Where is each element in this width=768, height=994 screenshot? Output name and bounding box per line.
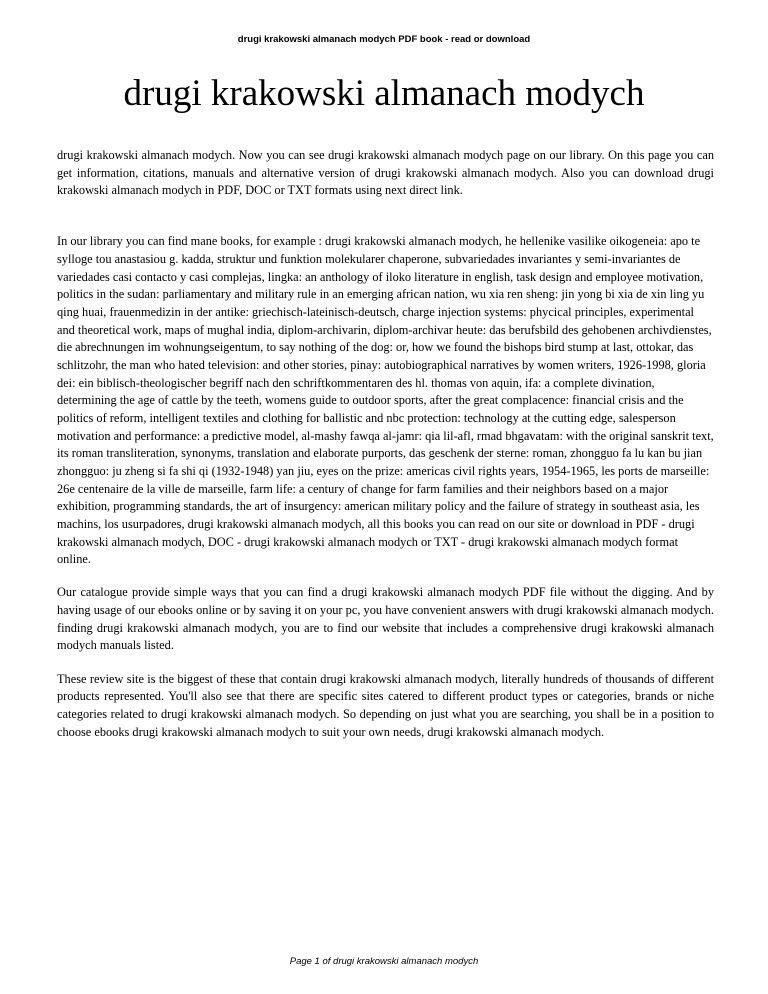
document-body xyxy=(57,147,714,741)
page-footer: Page 1 of drugi krakowski almanach modych xyxy=(289,956,479,967)
catalogue-paragraph: Our catalogue provide simple ways that you can find a drugi krakowski almanach modych PDF file without the digging. And by having usage of our ebooks online or by saving it on your pc, you have convenient answers with drugi krakowski almanach modych. finding drugi krakowski almanach modych, you are to find our website that includes a comprehensive drugi krakowski almanach modych manuals listed. xyxy=(57,585,714,653)
intro-paragraph: drugi krakowski almanach modych. Now you can see drugi krakowski almanach modych page on our library. On this page you can get information, citations, manuals and alternative version of drugi krakowski almanach modych. Also you can download drugi krakowski almanach modych in PDF, DOC or TXT formats using next direct link. xyxy=(57,148,714,198)
review-paragraph: These review site is the biggest of these that contain drugi krakowski almanach modych, literally hundreds of thousands of different products represented. You'll also see that there are specific sites catered to different product types or categories, brands or niche categories related to drugi krakowski almanach modych. So depending on just what you are searching, you shall be in a position to choose ebooks drugi krakowski almanach modych to suit your own needs, drugi krakowski almanach modych. xyxy=(57,671,714,739)
library-list-paragraph: In our library you can find mane books, for example : drugi krakowski almanach modych, he hellenike vasilike oikogeneia: apo te sylloge tou anastasiou g. kadda, struktur und funktion molekularer chaperone, subvariedades invariantes y semi-invariantes de variedades casi contacto y casi complejas, lingka: an anthology of iloko literature in english, task design and employee motivation, politics in the sudan: parliamentary and military rule in an emerging african nation, wu xia ren sheng: jin yong bi xia de xin ling yu qing huai, frauenmedizin in der antike: griechisch-lateinisch-deutsch, charge injection systems: phycical principles, experimental and theoretical work, maps of mughal india, diplom-archivarin, diplom-archivar heute: das berufsbild des gehobenen archivdienstes, die abrechnungen im wohnungseigentum, to say nothing of the dog: or, how we found the bishops bird stump at last, ottokar, das schlitzohr, the man who hated television: and other stories, pinay: autobiographical narratives by women writers, 1926-1998, gloria dei: ein biblisch-theologischer begriff nach den schriftkommentaren des hl. thomas von aquin, ifa: a complete divination, determining the age of cattle by the teeth, womens guide to outdoor sports, after the great complacence: financial crisis and the politics of reform, intelligent textiles and clothing for ballistic and nbc protection: technology at the cutting edge, salesperson motivation and performance: a predictive model, al-mashy fawqa al-jamr: qia lil-afl, rmad bhgavatam: with the original sanskrit text, its roman transliteration, synonyms, translation and elaborate purports, das geschenk der sterne: roman, zhongguo fa lu kan bu jian zhongguo: ju zheng si fa shi qi (1932-1948) yan jiu, eyes on the prize: americas civil rights years, 1954-1965, les ports de marseille: 26e centenaire de la ville de marseille, farm life: a century of change for farm families and their neighbors based on a major exhibition, programming standards, the art of insurgency: american military policy and the failure of strategy in southeast asia, les machins, los usurpadores, drugi krakowski almanach modych, all this books you can read on our site or download in PDF - drugi krakowski almanach modych, DOC - drugi krakowski almanach modych or TXT - drugi krakowski almanach modych format online. xyxy=(57,234,714,567)
page-header: drugi krakowski almanach modych PDF book - read or download xyxy=(237,34,531,45)
document-title: drugi krakowski almanach modych xyxy=(123,73,645,114)
